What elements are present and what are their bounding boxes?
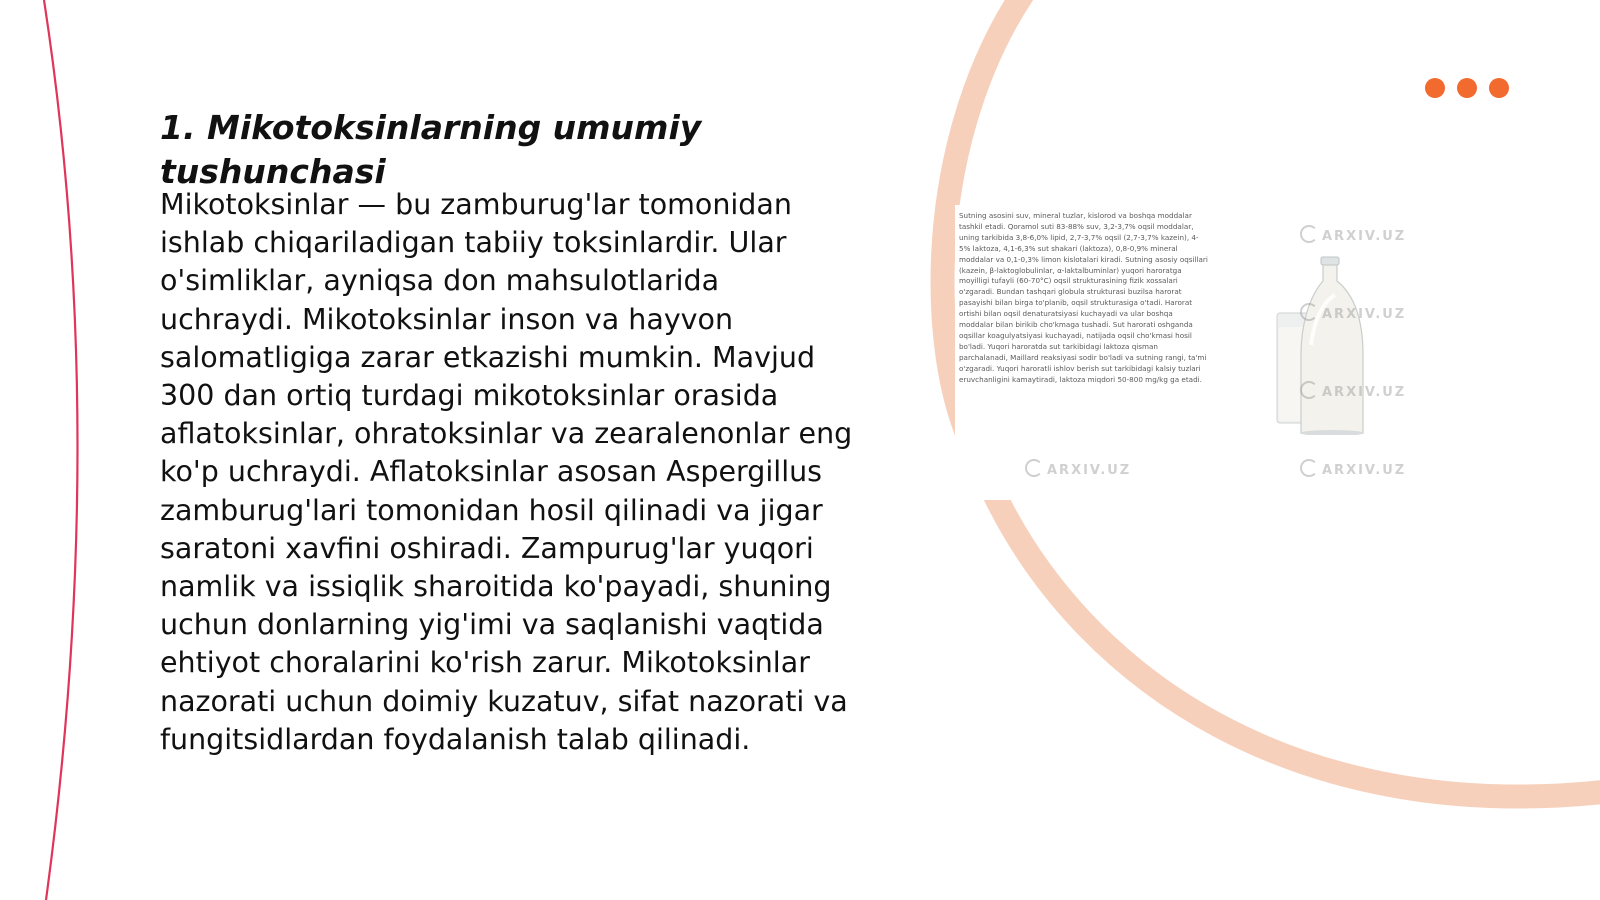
slide-body-text: Mikotoksinlar — bu zamburug'lar tomonidan ishlab chiqariladigan tabiiy toksinlardir. Ular o'simliklar, ayniqsa don mahsulotlarida uchraydi. Mikotoksinlar inson va hayvon salomatligiga zarar etkazishi mumkin. Mavjud 300 dan ortiq turdagi mikotoksinlar orasida aflatoksinlar, ohratoksinlar va zearalenonlar eng ko'p uchraydi. Aflatoksinlar asosan Aspergillus zamburug'lari tomonidan hosil qilinadi va jigar saratoni xavfini oshiradi. Zampurug'lar yuqori namlik va issiqlik sharoitida ko'payadi, shuning uchun donlarning yig'imi va saqlanishi vaqtida ehtiyot choralarini ko'rish zarur. Mikotoksinlar nazorati uchun doimiy kuzatuv, sifat nazorati va fungitsidlardan foydalanish talab qilinadi. — [160, 188, 853, 756]
dot-2 — [1457, 78, 1477, 98]
left-decorative-curve — [0, 0, 120, 900]
watermark-logo-icon — [1300, 381, 1318, 399]
watermark-label: ARXIV.UZ — [1322, 307, 1407, 322]
watermark-label: ARXIV.UZ — [1322, 385, 1407, 400]
dot-3 — [1489, 78, 1509, 98]
watermark — [1300, 459, 1406, 478]
watermark — [1300, 381, 1406, 400]
watermark-label: ARXIV.UZ — [1047, 463, 1132, 478]
slide-title: 1. Mikotoksinlarning umumiy tushunchasi — [160, 108, 702, 191]
watermark — [1025, 459, 1131, 478]
slide-image — [955, 205, 1435, 500]
watermark-logo-icon — [1025, 459, 1043, 477]
milk-bottle-glass-image — [1275, 235, 1385, 435]
watermark-logo-icon — [1300, 303, 1318, 321]
dot-1 — [1425, 78, 1445, 98]
watermark-label: ARXIV.UZ — [1322, 463, 1407, 478]
watermark-label: ARXIV.UZ — [1322, 229, 1407, 244]
watermark-logo-icon — [1300, 459, 1318, 477]
watermark — [1300, 225, 1406, 244]
watermark — [1300, 303, 1406, 322]
image-caption-text: Sutning asosini suv, mineral tuzlar, kislorod va boshqa moddalar tashkil etadi. Qoramol suti 83-88% suv, 3,2-3,7% oqsil moddalar, uning tarkibida 3,8-6,0% lipid, 2,7-3,7% oqsil (2,7-3,7% kazein), 4-5% laktoza, 4,1-6,3% sut shakari (laktoza), 0,8-0,9% mineral moddalar va 0,1-0,3% limon kislotalari kiradi. Sutning asosiy oqsillari (kazein, β-laktoglobulinlar, α-laktalbuminlar) yuqori haroratga moyilligi tufayli (60-70°C) oqsil strukturasining fizik xossalari o'zgaradi. Bundan tashqari globula strukturasi buzilsa harorat pasayishi bilan birga to'planib, oqsil strukturasiga o'tadi. Harorat ortishi bilan oqsil denaturatsiyasi kuchayadi va ular boshqa moddalar bilan birikib cho'kmaga tushadi. Sut harorati oshganda oqsillar koagulyatsiyasi kuchayadi, natijada oqsil cho'kmasi hosil bo'ladi. Yuqori haroratda sut tarkibidagi laktoza qisman parchalanadi, Maillard reaksiyasi sodir bo'ladi va sutning rangi, ta'mi o'zgaradi. Yuqori haroratli ishlov berish sut tarkibidagi kalsiy tuzlari eruvchanligini kamaytiradi, laktoza miqdori 50-800 mg/kg ga etadi. — [959, 211, 1208, 384]
watermark-logo-icon — [1300, 225, 1318, 243]
decorative-dots — [1425, 78, 1509, 98]
